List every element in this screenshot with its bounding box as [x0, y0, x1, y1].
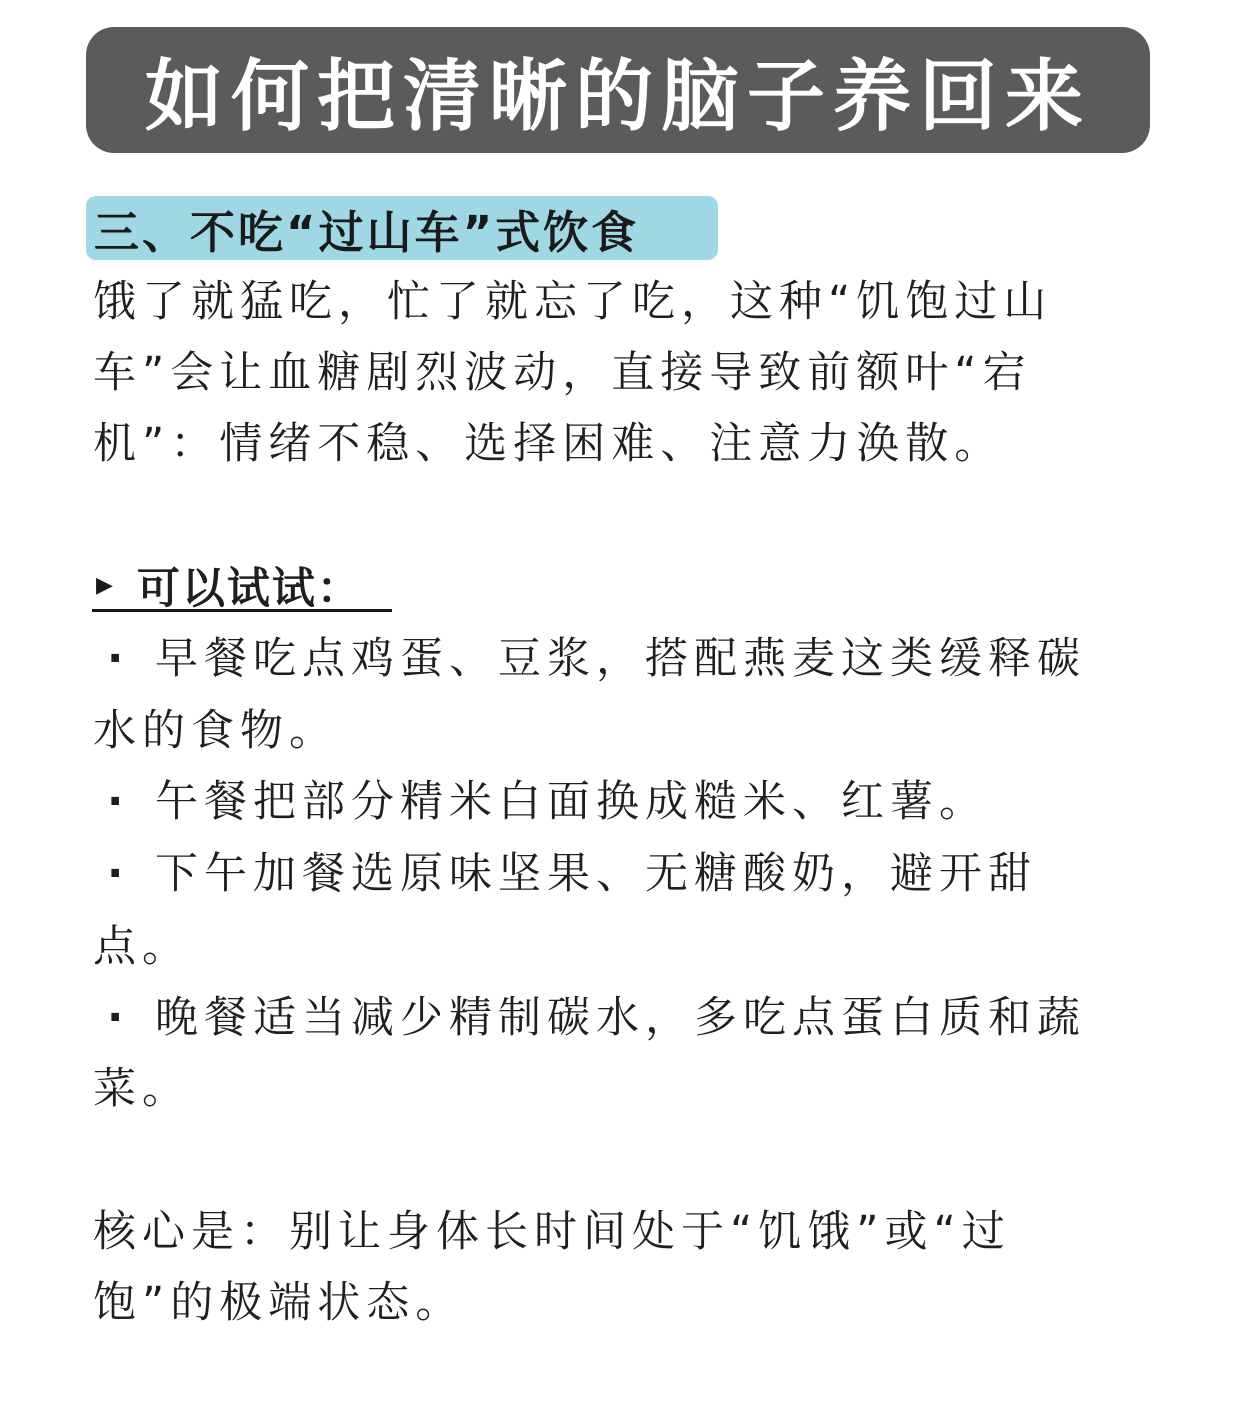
list-item-continuation: 水的食物。: [93, 706, 338, 756]
core-line: 核心是：别让身体长时间处于“饥饿”或“过: [93, 1207, 1011, 1257]
bullet-dot-icon: ·: [107, 777, 130, 827]
list-item-text: 早餐吃点鸡蛋、豆浆，搭配燕麦这类缓释碳: [155, 634, 1086, 684]
list-item: [93, 777, 988, 827]
list-item: [93, 993, 1086, 1043]
bullet-dot-icon: ·: [107, 993, 130, 1043]
core-line: 饱”的极端状态。: [93, 1278, 465, 1328]
list-item-text: 午餐把部分精米白面换成糙米、红薯。: [155, 777, 988, 827]
section-heading-text: 三、不吃“过山车”式饮食: [94, 205, 640, 259]
page-title: 如何把清晰的脑子养回来: [144, 52, 1091, 142]
bullet-dot-icon: ·: [107, 849, 130, 899]
tips-heading: [92, 561, 392, 612]
list-item-continuation: 菜。: [93, 1064, 191, 1114]
triangle-right-icon: ▶: [96, 572, 113, 598]
paragraph-line: 饿了就猛吃，忙了就忘了吃，这种“饥饱过山: [93, 277, 1053, 327]
title-banner: [86, 27, 1150, 153]
paragraph-line: 车”会让血糖剧烈波动，直接导致前额叶“宕: [93, 348, 1032, 398]
list-item: [93, 634, 1086, 684]
list-item-continuation: 点。: [93, 922, 191, 972]
list-item: [93, 849, 1037, 899]
list-item-text: 晚餐适当减少精制碳水，多吃点蛋白质和蔬: [155, 993, 1086, 1043]
bullet-dot-icon: ·: [107, 634, 130, 684]
list-item-text: 下午加餐选原味坚果、无糖酸奶，避开甜: [155, 849, 1037, 899]
tips-label: 可以试试：: [136, 563, 362, 614]
paragraph-line: 机”：情绪不稳、选择困难、注意力涣散。: [93, 419, 1004, 469]
section-heading: [86, 196, 718, 260]
